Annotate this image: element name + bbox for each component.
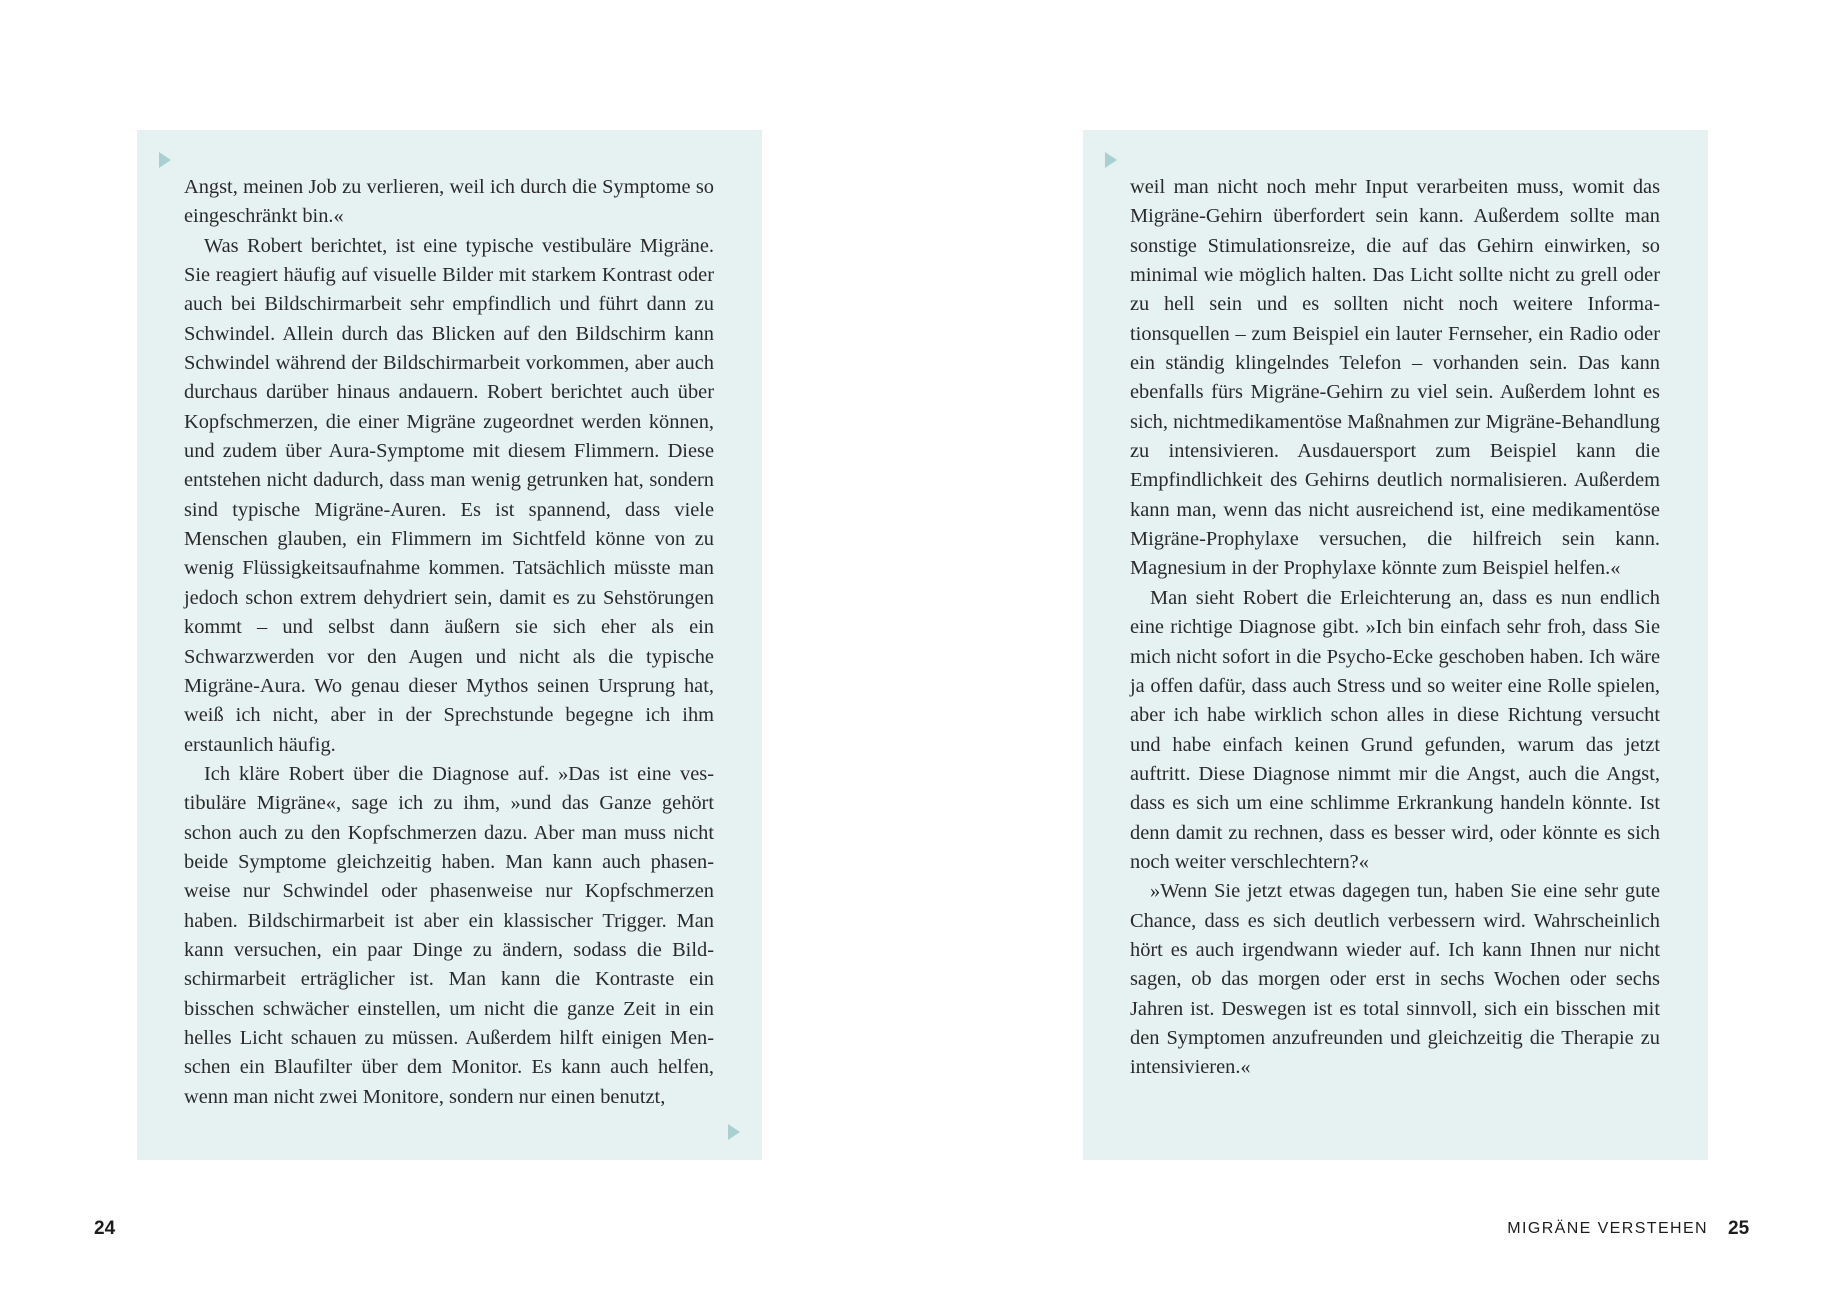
left-page-body: [184, 173, 714, 1112]
paragraph: Was Robert berichtet, ist eine typische vestibuläre Migräne. Sie reagiert häufig auf visuelle Bilder mit starkem Kontrast oder auch bei Bildschirmarbeit sehr empfindlich und führt dann zu Schwindel. Allein durch das Blicken auf den Bildschirm kann Schwindel während der Bildschirmarbeit vorkommen, aber auch durchaus darüber hinaus andauern. Robert berichtet auch über Kopfschmerzen, die einer Migräne zugeordnet werden können, und zudem über Aura-Symptome mit diesem Flimmern. Diese entstehen nicht dadurch, dass man wenig getrunken hat, sondern sind typische Migräne-Auren. Es ist spannend, dass viele Menschen glauben, ein Flimmern im Sichtfeld könne von zu wenig Flüssigkeitsaufnahme kommen. Tatsächlich müsste man jedoch schon extrem dehydriert sein, damit es zu Sehstörungen kommt – und selbst dann äußern sie sich eher als ein Schwarzwerden vor den Augen und nicht als die typische Migräne-Aura. Wo genau dieser Mythos seinen Ursprung hat, weiß ich nicht, aber in der Sprechstunde begegne ich ihm erstaunlich häufig.: [184, 234, 714, 756]
page-number-right: 25: [1728, 1218, 1750, 1239]
triangle-marker-icon: [159, 152, 171, 168]
right-page-body: [1130, 173, 1660, 1083]
left-text-box: [137, 130, 762, 1160]
triangle-continue-icon: [728, 1124, 740, 1140]
right-text-box: [1083, 130, 1708, 1160]
paragraph: »Wenn Sie jetzt etwas dagegen tun, haben Sie eine sehr gute Chance, dass es sich deutlich verbessern wird. Wahrscheinlich hört es auch irgendwann wieder auf. Ich kann Ihnen nur nicht sagen, ob das morgen oder erst in sechs Wochen oder sechs Jahren ist. Deswegen ist es total sinnvoll, sich ein bisschen mit den Symptomen anzufreunden und gleichzeitig die Therapie zu intensivieren.«: [1130, 880, 1660, 1079]
paragraph: Man sieht Robert die Erleichterung an, dass es nun endlich eine richtige Diagnose gibt. »Ich bin einfach sehr froh, dass Sie mich nicht sofort in die Psycho-Ecke geschoben haben. Ich wäre ja offen dafür, dass auch Stress und so weiter eine Rolle spielen, aber ich habe wirklich schon alles in diese Richtung versucht und habe einfach keinen Grund gefunden, warum das jetzt auftritt. Diese Diagnose nimmt mir die Angst, auch die Angst, dass es sich um eine schlimme Erkrankung handeln könnte. Ist denn damit zu rechnen, dass es besser wird, oder könnte es sich noch weiter verschlechtern?«: [1130, 586, 1660, 873]
paragraph: Ich kläre Robert über die Diagnose auf. »Das ist eine vestibuläre Migräne«, sage ich zu ihm, »und das Ganze gehört schon auch zu den Kopfschmerzen dazu. Aber man muss nicht beide Symptome gleichzeitig haben. Man kann auch phasenweise nur Schwindel oder phasenweise nur Kopfschmerzen haben. Bildschirmarbeit ist aber ein klassischer Trigger. Man kann versuchen, ein paar Dinge zu ändern, sodass die Bildschirmarbeit erträglicher ist. Man kann die Kontraste ein bisschen schwächer einstellen, um nicht die ganze Zeit in ein helles Licht schauen zu müssen. Außerdem hilft einigen Menschen ein Blaufilter über dem Monitor. Es kann auch helfen, wenn man nicht zwei Monitore, sondern nur einen benutzt,: [184, 762, 714, 1108]
page-number-left: 24: [94, 1218, 116, 1239]
running-head: MIGRÄNE VERSTEHEN: [1507, 1220, 1708, 1237]
paragraph: weil man nicht noch mehr Input verarbeiten muss, womit das Migräne-Gehirn überfordert sein kann. Außerdem sollte man sonstige Stimulationsreize, die auf das Gehirn einwirken, so minimal wie möglich halten. Das Licht sollte nicht zu grell oder zu hell sein und es sollten nicht noch weitere Informationsquellen – zum Beispiel ein lauter Fernseher, ein Radio oder ein ständig klingelndes Telefon – vorhanden sein. Das kann ebenfalls fürs Migräne-Gehirn zu viel sein. Außerdem lohnt es sich, nichtmedikamentöse Maßnahmen zur Migräne-Behandlung zu intensivieren. Ausdauersport zum Beispiel kann die Empfindlichkeit des Gehirns deutlich normalisieren. Außerdem kann man, wenn das nicht ausreichend ist, eine medikamentöse Migräne-Prophylaxe versuchen, die hilfreich sein kann. Magnesium in der Prophylaxe könnte zum Beispiel helfen.«: [1130, 176, 1660, 580]
triangle-marker-icon: [1105, 152, 1117, 168]
paragraph: Angst, meinen Job zu verlieren, weil ich durch die Symptome so eingeschränkt bin.«: [184, 176, 714, 228]
